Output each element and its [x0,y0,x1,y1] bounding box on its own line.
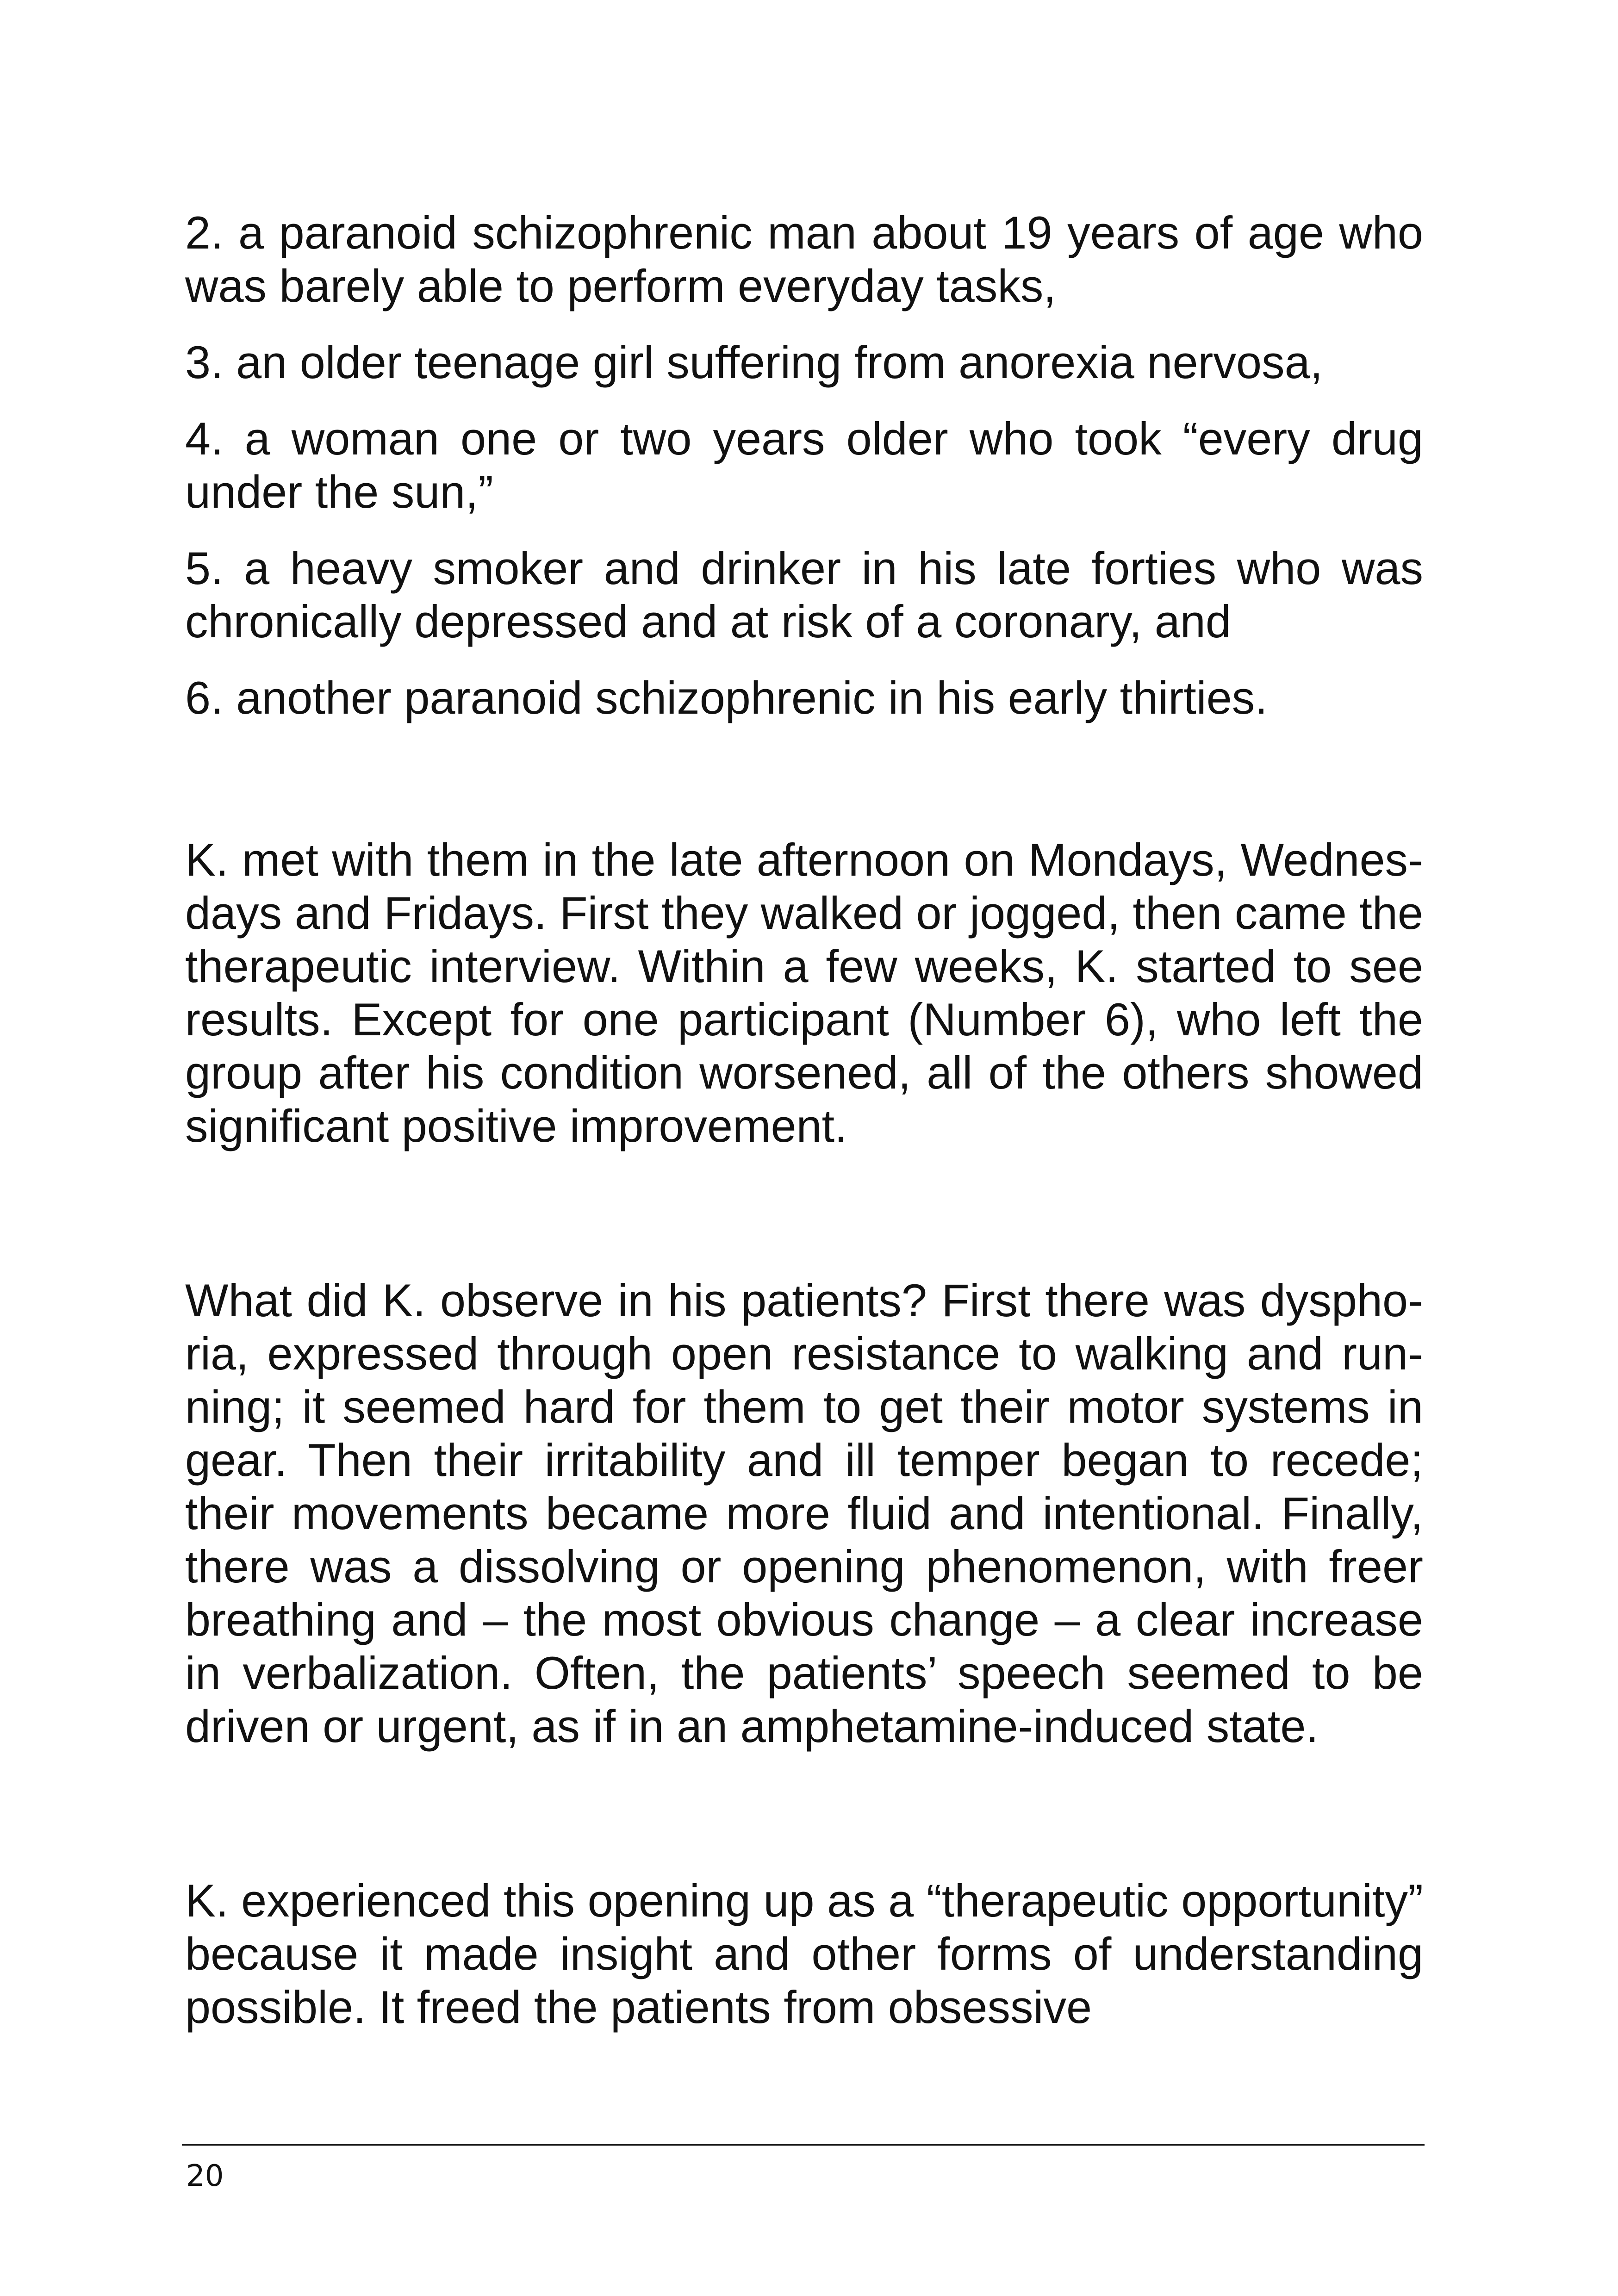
list-item-3: 3. an older teenage girl suffering from anorexia nervosa, [185,336,1323,388]
paragraph-sessions: K. met with them in the late afternoon on Mondays, Wednesdays and Fridays. First they walked or jogged, then came the therapeutic interview. Within a few weeks, K. started to see results. Except for one participant (Number 6), who left the group after his condition worsened, all of the others showed significant positive improvement. [185,834,1423,1151]
body-text [185,206,1423,2034]
list-item-5: 5. a heavy smoker and drinker in his late forties who was chronically depressed and at risk of a coronary, and [185,542,1423,647]
paragraph-opportunity: K. experienced this opening up as a “therapeutic opportunity” because it made insight and other forms of understanding possible. It freed the patients from obsessive [185,1875,1423,2033]
paragraph-observations: What did K. observe in his patients? First there was dysphoria, expressed through open resistance to walking and running; it seemed hard for them to get their motor systems in gear. Then their irritability and ill temper began to recede; their movements became more fluid and intentional. Finally, there was a dissolving or opening phenomenon, with freer breathing and – the most obvious change – a clear increase in verbalization. Often, the patients’ speech seemed to be driven or urgent, as if in an amphetamine-induced state. [185,1275,1423,1752]
list-item-2: 2. a paranoid schizophrenic man about 19 years of age who was barely able to perform everyday tasks, [185,207,1423,311]
list-item-4: 4. a woman one or two years older who took “every drug under the sun,” [185,413,1423,517]
footer-divider [182,2144,1425,2146]
numbered-list [185,206,1423,724]
page-number: 20 [186,2159,224,2193]
list-item-6: 6. another paranoid schizophrenic in his early thirties. [185,672,1268,723]
